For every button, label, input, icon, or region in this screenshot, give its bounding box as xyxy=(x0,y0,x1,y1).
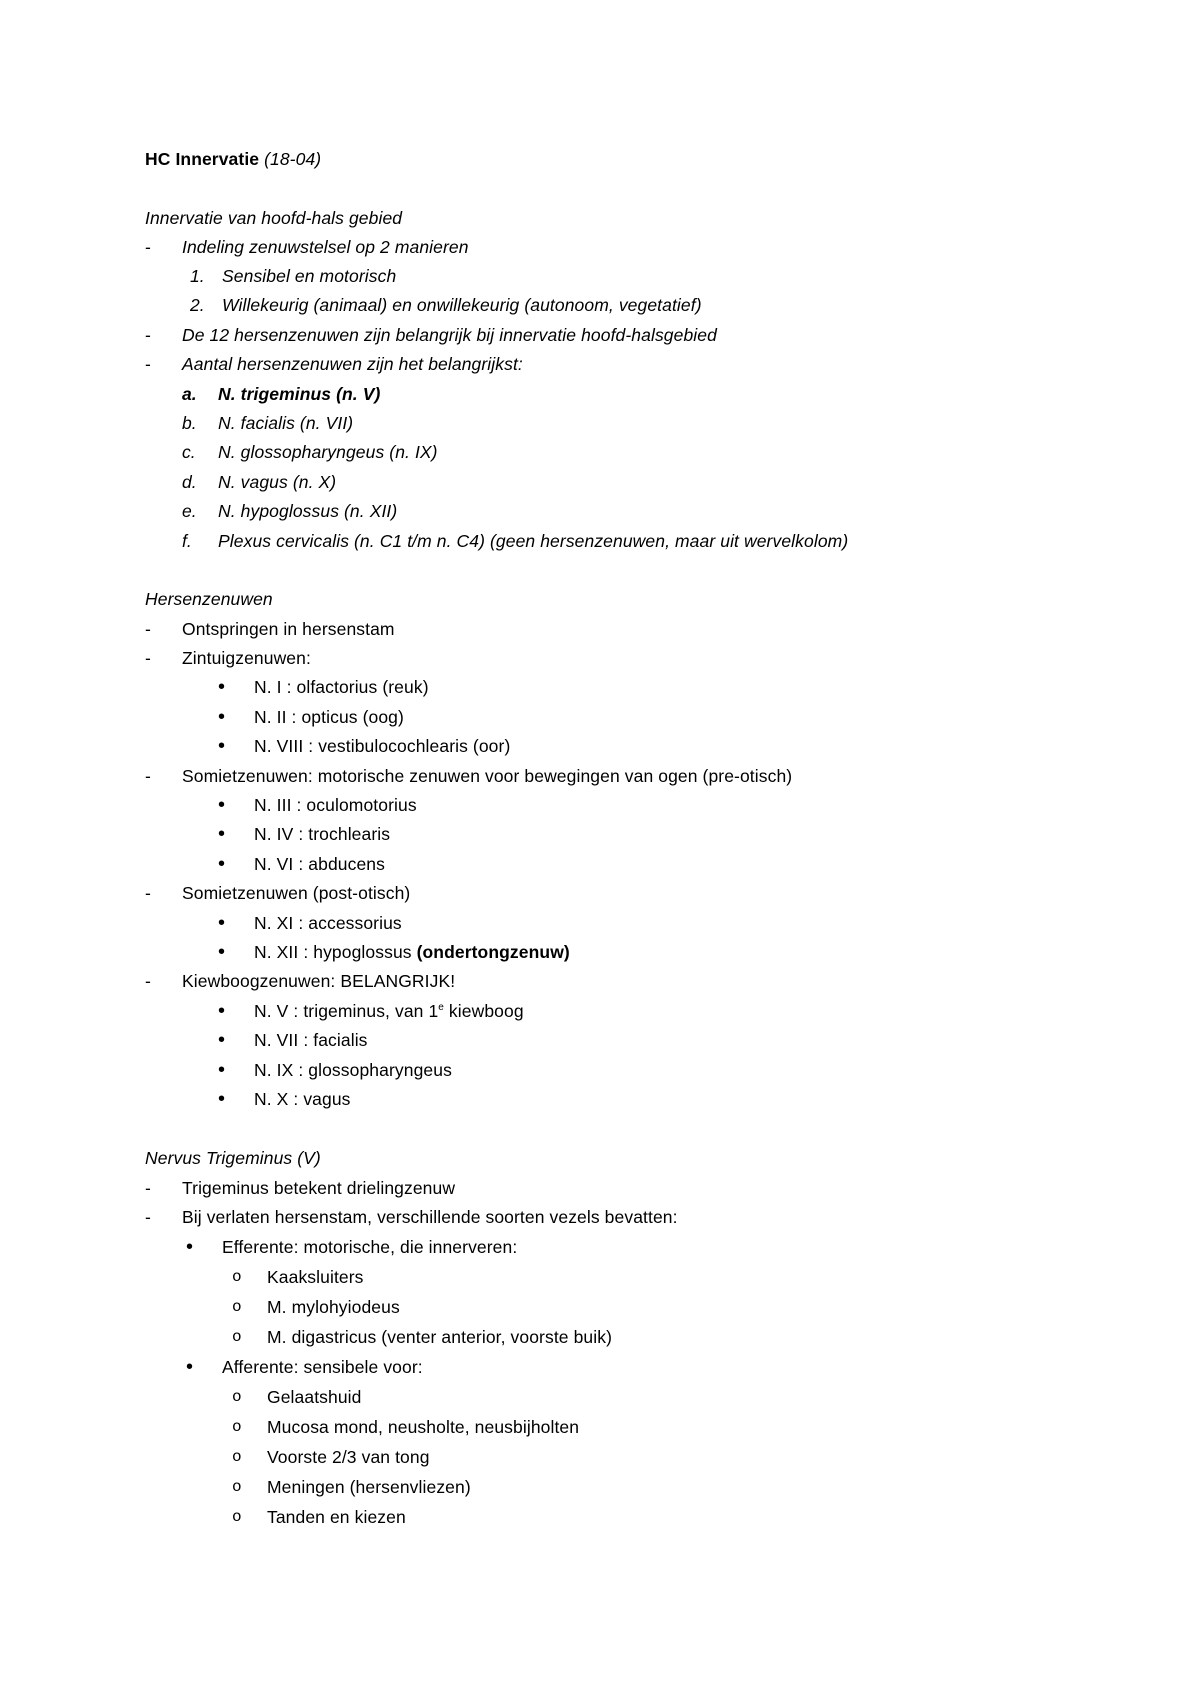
dash-marker: - xyxy=(145,648,151,668)
list-item: Gelaatshuid xyxy=(267,1387,362,1407)
section-heading: Nervus Trigeminus (V) xyxy=(145,1148,321,1168)
list-item: N. facialis (n. VII) xyxy=(218,413,354,433)
list-item: N. VIII : vestibulocochlearis (oor) xyxy=(254,736,511,756)
dash-marker: - xyxy=(145,1207,151,1227)
list-item: Efferente: motorische, die innerveren: xyxy=(222,1237,518,1257)
circle-marker: o xyxy=(232,1298,242,1316)
list-item: Willekeurig (animaal) en onwillekeurig (autonoom, vegetatief) xyxy=(222,295,702,315)
list-item: De 12 hersenzenuwen zijn belangrijk bij innervatie hoofd-halsgebied xyxy=(182,325,717,345)
dash-marker: - xyxy=(145,619,151,639)
superscript: e xyxy=(438,1002,444,1014)
bullet-marker: • xyxy=(218,1088,226,1110)
circle-marker: o xyxy=(232,1388,242,1406)
bullet-marker: • xyxy=(218,912,226,934)
list-item: N. VI : abducens xyxy=(254,854,385,874)
letter-marker: a. xyxy=(182,384,197,404)
list-item: N. X : vagus xyxy=(254,1089,351,1109)
list-item: N. IV : trochlearis xyxy=(254,824,391,844)
list-item: Ontspringen in hersenstam xyxy=(182,619,395,639)
list-item: Kiewboogzenuwen: BELANGRIJK! xyxy=(182,971,456,991)
bullet-marker: • xyxy=(218,1000,226,1022)
list-item: Indeling zenuwstelsel op 2 manieren xyxy=(182,237,469,257)
section-heading: Hersenzenuwen xyxy=(145,589,273,609)
bullet-marker: • xyxy=(218,941,226,963)
list-item-text: N. V : trigeminus, van 1 xyxy=(254,1001,439,1021)
dash-marker: - xyxy=(145,766,151,786)
list-item: N. hypoglossus (n. XII) xyxy=(218,501,398,521)
letter-marker: c. xyxy=(182,442,196,462)
bullet-marker: • xyxy=(218,1029,226,1051)
list-item: Meningen (hersenvliezen) xyxy=(267,1477,471,1497)
bullet-marker: • xyxy=(218,735,226,757)
list-item: N. glossopharyngeus (n. IX) xyxy=(218,442,438,462)
list-item: Afferente: sensibele voor: xyxy=(222,1357,423,1377)
dash-marker: - xyxy=(145,354,151,374)
circle-marker: o xyxy=(232,1478,242,1496)
bullet-marker: • xyxy=(186,1236,194,1258)
list-item: Somietzenuwen (post-otisch) xyxy=(182,883,411,903)
list-item: Tanden en kiezen xyxy=(267,1507,406,1527)
dash-marker: - xyxy=(145,883,151,903)
bullet-marker: • xyxy=(218,794,226,816)
list-item: N. VII : facialis xyxy=(254,1030,368,1050)
list-item-text: N. XII : hypoglossus xyxy=(254,942,417,962)
letter-marker: f. xyxy=(182,531,192,551)
list-item: Somietzenuwen: motorische zenuwen voor bewegingen van ogen (pre-otisch) xyxy=(182,766,793,786)
circle-marker: o xyxy=(232,1448,242,1466)
section-heading: Innervatie van hoofd-hals gebied xyxy=(145,208,403,228)
title-date: (18-04) xyxy=(264,149,322,169)
circle-marker: o xyxy=(232,1268,242,1286)
list-item: Trigeminus betekent drielingzenuw xyxy=(182,1178,456,1198)
list-item: Sensibel en motorisch xyxy=(222,266,397,286)
list-item xyxy=(254,941,570,963)
bullet-marker: • xyxy=(218,853,226,875)
list-item: N. I : olfactorius (reuk) xyxy=(254,677,429,697)
list-item-bold: (ondertongzenuw) xyxy=(416,942,570,962)
list-item xyxy=(254,1000,524,1022)
list-item: N. IX : glossopharyngeus xyxy=(254,1060,452,1080)
letter-marker: b. xyxy=(182,413,197,433)
circle-marker: o xyxy=(232,1328,242,1346)
document-title xyxy=(145,148,321,170)
list-item: Bij verlaten hersenstam, verschillende soorten vezels bevatten: xyxy=(182,1207,678,1227)
list-item: Plexus cervicalis (n. C1 t/m n. C4) (geen hersenzenuwen, maar uit wervelkolom) xyxy=(218,531,849,551)
list-item: Zintuigzenuwen: xyxy=(182,648,311,668)
bullet-marker: • xyxy=(218,706,226,728)
number-marker: 2. xyxy=(190,295,205,315)
list-item: Aantal hersenzenuwen zijn het belangrijkst: xyxy=(182,354,523,374)
bullet-marker: • xyxy=(186,1356,194,1378)
list-item: Voorste 2/3 van tong xyxy=(267,1447,430,1467)
bullet-marker: • xyxy=(218,1059,226,1081)
circle-marker: o xyxy=(232,1508,242,1526)
list-item-text: kiewboog xyxy=(443,1001,524,1021)
list-item: N. trigeminus (n. V) xyxy=(218,384,381,404)
list-item: N. II : opticus (oog) xyxy=(254,707,404,727)
circle-marker: o xyxy=(232,1418,242,1436)
title-text: HC Innervatie xyxy=(145,149,260,169)
number-marker: 1. xyxy=(190,266,205,286)
bullet-marker: • xyxy=(218,676,226,698)
dash-marker: - xyxy=(145,237,151,257)
dash-marker: - xyxy=(145,325,151,345)
letter-marker: d. xyxy=(182,472,197,492)
list-item: M. digastricus (venter anterior, voorste buik) xyxy=(267,1327,613,1347)
list-item: N. vagus (n. X) xyxy=(218,472,337,492)
dash-marker: - xyxy=(145,971,151,991)
list-item: N. III : oculomotorius xyxy=(254,795,417,815)
bullet-marker: • xyxy=(218,823,226,845)
letter-marker: e. xyxy=(182,501,197,521)
dash-marker: - xyxy=(145,1178,151,1198)
list-item: N. XI : accessorius xyxy=(254,913,402,933)
list-item: M. mylohyiodeus xyxy=(267,1297,400,1317)
list-item: Mucosa mond, neusholte, neusbijholten xyxy=(267,1417,580,1437)
list-item: Kaaksluiters xyxy=(267,1267,364,1287)
